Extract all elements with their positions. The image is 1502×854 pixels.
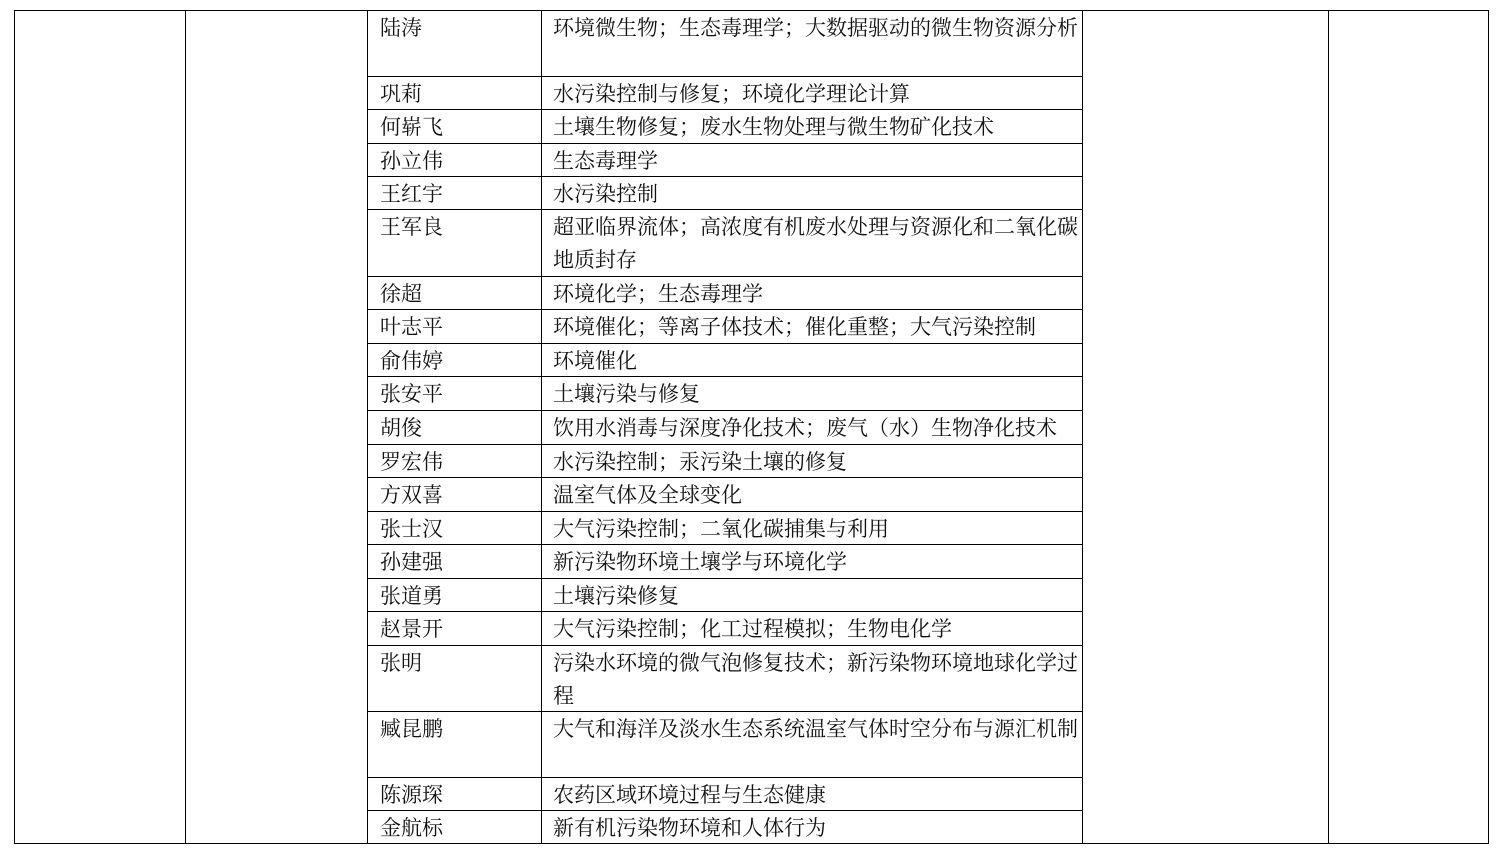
table-row xyxy=(367,810,1082,843)
person-name: 徐超 xyxy=(380,282,422,306)
table-row xyxy=(367,645,1082,711)
table-row xyxy=(367,444,1082,477)
research-field: 饮用水消毒与深度净化技术；废气（水）生物净化技术 xyxy=(553,416,1057,440)
table-row xyxy=(367,611,1082,645)
research-field: 大气和海洋及淡水生态系统温室气体时空分布与源汇机制 xyxy=(553,717,1078,741)
table-row xyxy=(367,176,1082,209)
research-field: 超亚临界流体；高浓度有机废水处理与资源化和二氧化碳地质封存 xyxy=(553,215,1078,272)
table-row xyxy=(367,376,1082,410)
person-name: 孙建强 xyxy=(380,550,443,574)
person-name: 张道勇 xyxy=(380,584,443,608)
table-row xyxy=(367,276,1082,309)
person-name: 何崭飞 xyxy=(380,115,443,139)
person-name: 叶志平 xyxy=(380,315,443,339)
table-row xyxy=(367,544,1082,578)
research-field: 土壤生物修复；废水生物处理与微生物矿化技术 xyxy=(553,115,994,139)
research-field: 生态毒理学 xyxy=(553,149,658,173)
person-name: 孙立伟 xyxy=(380,149,443,173)
person-name: 张士汉 xyxy=(380,517,443,541)
research-field: 新污染物环境土壤学与环境化学 xyxy=(553,550,847,574)
person-name: 巩莉 xyxy=(380,82,422,106)
person-name: 张安平 xyxy=(380,382,443,406)
table-row xyxy=(367,578,1082,611)
research-field: 水污染控制 xyxy=(553,182,658,206)
table-row xyxy=(367,309,1082,343)
table-row xyxy=(367,10,1082,76)
table-row xyxy=(367,343,1082,376)
research-field: 环境催化 xyxy=(553,349,637,373)
research-field: 大气污染控制；二氧化碳捕集与利用 xyxy=(553,517,889,541)
table-row xyxy=(367,143,1082,176)
table-row xyxy=(367,777,1082,810)
column-divider xyxy=(1328,10,1329,844)
person-name: 陈源琛 xyxy=(380,783,443,807)
table-row xyxy=(367,109,1082,143)
table-row xyxy=(367,477,1082,511)
research-field: 环境催化；等离子体技术；催化重整；大气污染控制 xyxy=(553,315,1036,339)
person-name: 王军良 xyxy=(380,215,443,239)
person-name: 罗宏伟 xyxy=(380,450,443,474)
column-divider xyxy=(14,10,15,844)
person-name: 王红宇 xyxy=(380,182,443,206)
person-name: 陆涛 xyxy=(380,16,422,40)
table-row xyxy=(367,209,1082,276)
research-field: 水污染控制与修复；环境化学理论计算 xyxy=(553,82,910,106)
table-row xyxy=(367,711,1082,777)
table-row xyxy=(367,511,1082,544)
research-field: 污染水环境的微气泡修复技术；新污染物环境地球化学过程 xyxy=(553,651,1078,708)
research-field: 土壤污染与修复 xyxy=(553,382,700,406)
table-row xyxy=(367,76,1082,109)
table-row xyxy=(367,410,1082,444)
person-name: 张明 xyxy=(380,651,422,675)
research-field: 环境化学；生态毒理学 xyxy=(553,282,763,306)
column-divider xyxy=(1488,10,1489,844)
research-field: 温室气体及全球变化 xyxy=(553,483,742,507)
research-field: 农药区域环境过程与生态健康 xyxy=(553,783,826,807)
person-name: 金航标 xyxy=(380,816,443,840)
column-divider xyxy=(1082,10,1083,844)
research-field: 土壤污染修复 xyxy=(553,584,679,608)
research-field: 环境微生物；生态毒理学；大数据驱动的微生物资源分析 xyxy=(553,16,1078,40)
research-field: 新有机污染物环境和人体行为 xyxy=(553,816,826,840)
research-field: 大气污染控制；化工过程模拟；生物电化学 xyxy=(553,617,952,641)
column-divider xyxy=(185,10,186,844)
person-name: 赵景开 xyxy=(380,617,443,641)
person-name: 方双喜 xyxy=(380,483,443,507)
person-name: 俞伟婷 xyxy=(380,349,443,373)
research-field: 水污染控制；汞污染土壤的修复 xyxy=(553,450,847,474)
person-name: 胡俊 xyxy=(380,416,422,440)
person-name: 臧昆鹏 xyxy=(380,717,443,741)
